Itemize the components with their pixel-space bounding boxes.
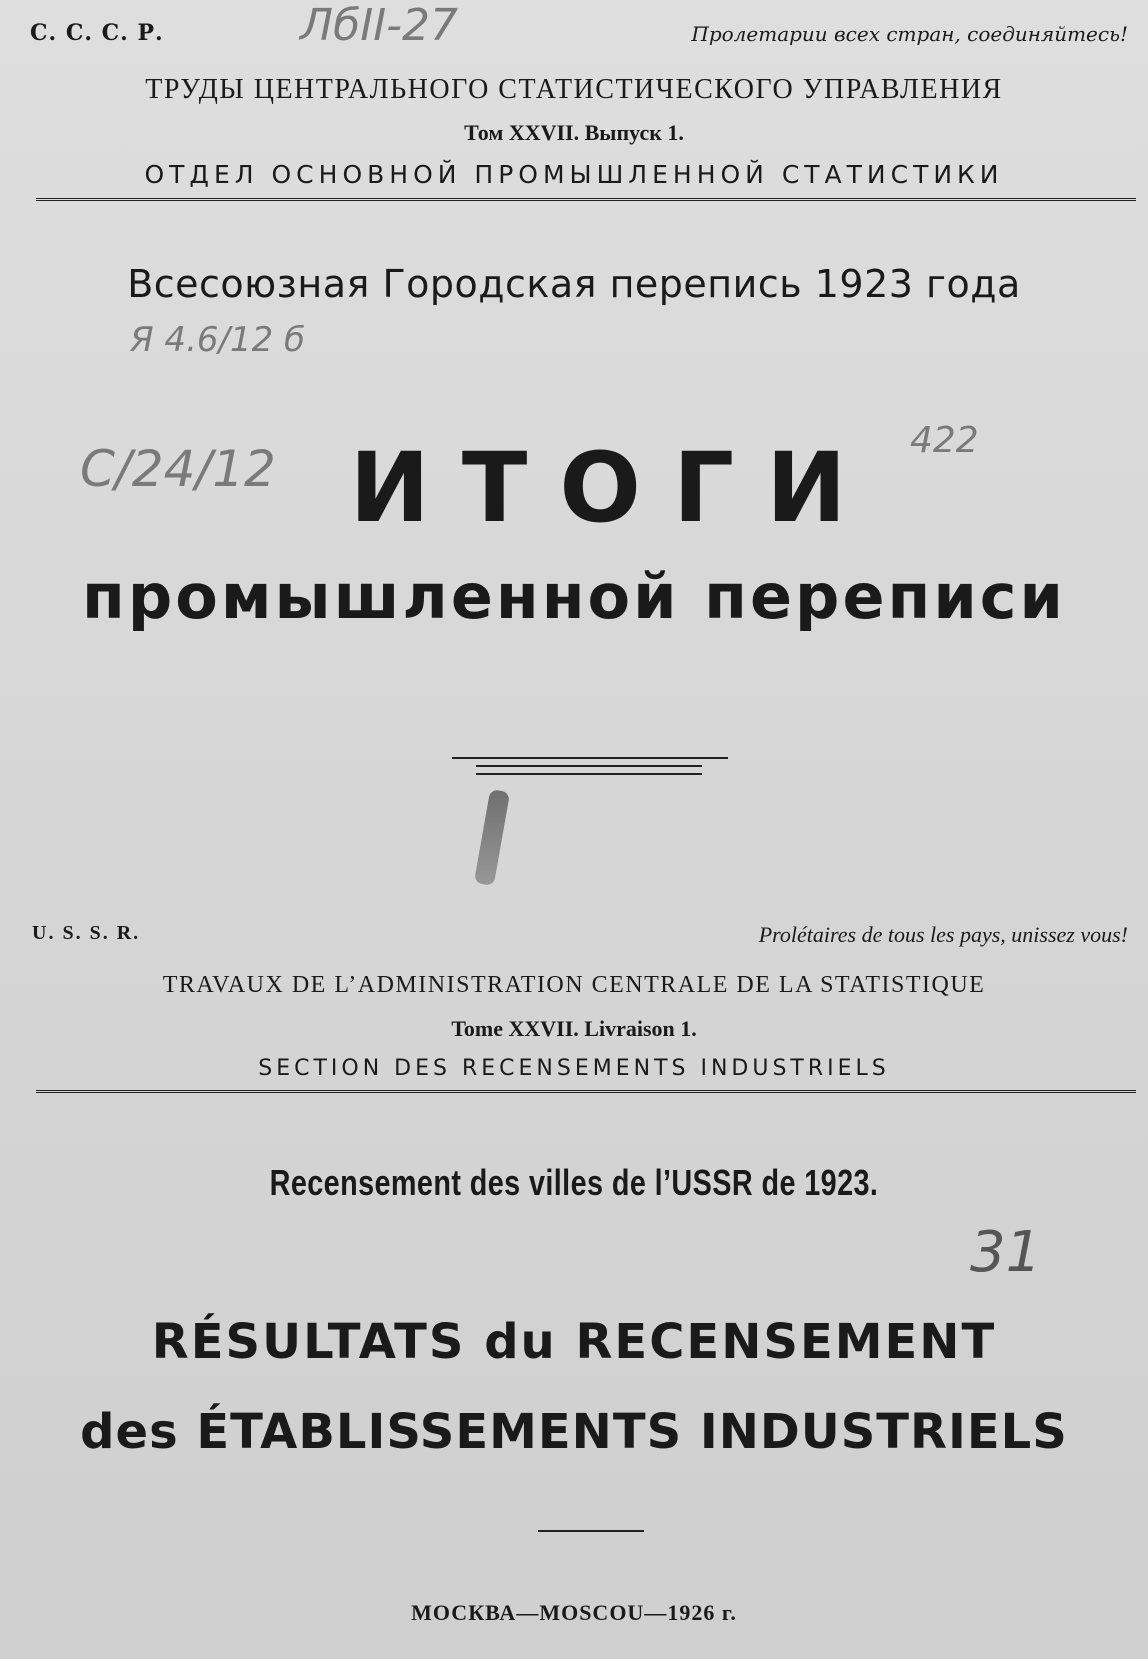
census-title-ru: Всесоюзная Городская перепись 1923 года [127, 262, 1021, 306]
results-title-line1: RÉSULTATS du RECENSEMENT [151, 1314, 997, 1370]
imprint: МОСКВА—MOSCOU—1926 г. [411, 1600, 737, 1625]
handwritten-fraction: Я 4.6/12 б [130, 320, 305, 360]
ornament-line [476, 765, 702, 767]
country-ru: С. С. С. Р. [30, 20, 164, 46]
divider-fr [36, 1090, 1136, 1096]
institution-fr: TRAVAUX DE L’ADMINISTRATION CENTRALE DE LA STATISTIQUE [162, 972, 986, 998]
ornament-line [452, 757, 728, 759]
census-title-fr: Recensement des villes de l’USSR de 1923. [269, 1162, 879, 1203]
subtitle-ru: промышленной переписи [82, 560, 1066, 633]
pencil-mark [474, 789, 510, 886]
department-fr: SECTION DES RECENSEMENTS INDUSTRIELS [258, 1056, 890, 1081]
country-fr: U. S. S. R. [32, 922, 141, 944]
results-title-line2: des ÉTABLISSEMENTS INDUSTRIELS [80, 1404, 1068, 1460]
slogan-fr: Prolétaires de tous les pays, unissez vous! [758, 922, 1128, 947]
bottom-rule [538, 1530, 644, 1532]
handwritten-top: ЛбII-27 [300, 0, 459, 51]
department-ru: ОТДЕЛ ОСНОВНОЙ ПРОМЫШЛЕННОЙ СТАТИСТИКИ [144, 160, 1004, 189]
handwritten-bottom: 31 [970, 1220, 1042, 1285]
main-title-ru: ИТОГИ [349, 432, 879, 544]
handwritten-right: 422 [910, 420, 979, 461]
volume-fr: Tome XXVII. Livraison 1. [451, 1016, 697, 1041]
volume-ru: Том XXVII. Выпуск 1. [464, 120, 684, 145]
handwritten-left: С/24/12 [80, 440, 276, 498]
divider-ru [36, 198, 1136, 204]
slogan-ru: Пролетарии всех стран, соединяйтесь! [691, 22, 1128, 46]
institution-ru: ТРУДЫ ЦЕНТРАЛЬНОГО СТАТИСТИЧЕСКОГО УПРАВЛЕНИЯ [145, 74, 1003, 105]
ornament-line [476, 773, 702, 775]
